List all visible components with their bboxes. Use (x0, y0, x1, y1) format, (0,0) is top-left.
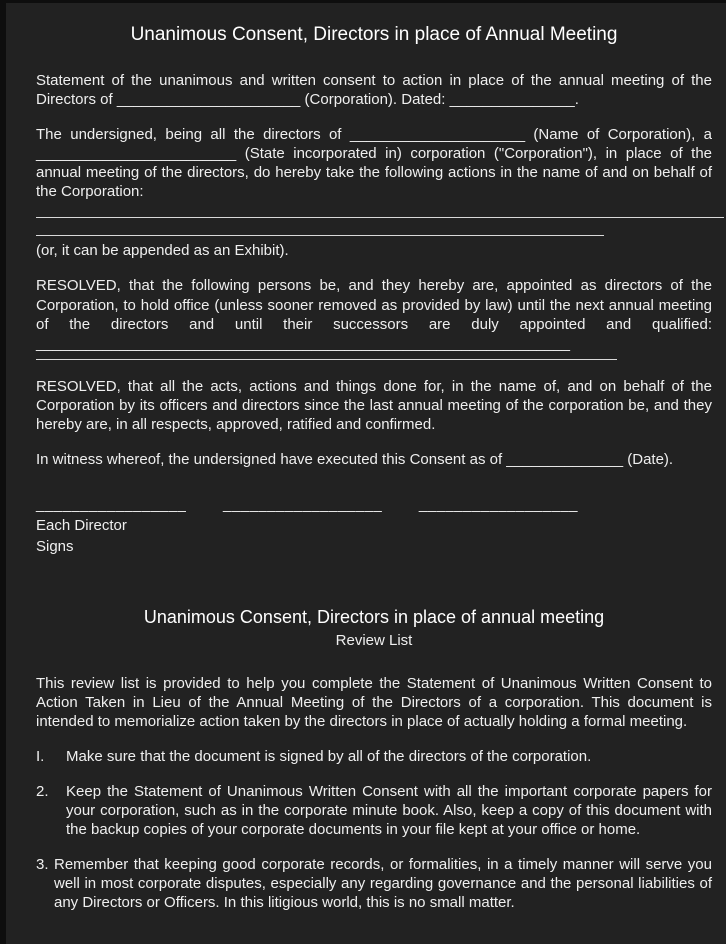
blank-line (36, 217, 724, 218)
paragraph-witness: In witness whereof, the undersigned have executed this Consent as of ______________ (Date). (36, 450, 674, 468)
list-item-text: Keep the Statement of Unanimous Written Consent with all the important corporate papers for your corporation, such as in the corporate minute book. Also, keep a copy of this document with the backup copies of your corporate documents in your file kept at your office or home. (66, 783, 712, 839)
signature-line: __________________ (418, 495, 579, 513)
list-item-text: Remember that keeping good corporate records, or formalities, in a timely manner will serve you well in most corporate disputes, especially any regarding governance and the personal liabilities of any Directors or Officers. In this litigious world, this is no small matter. (54, 856, 712, 912)
signature-row (36, 495, 712, 514)
signature-caption-line2: Signs (36, 537, 74, 555)
paragraph-statement-intro: Statement of the unanimous and written consent to action in place of the annual meeting of the Directors of ______________________ (Corporation). Dated: _______________. (36, 72, 712, 109)
blank-line (36, 235, 604, 236)
signature-line: _________________ (36, 495, 187, 513)
signature-caption-line1: Each Director (36, 516, 127, 534)
paragraph-undersigned: The undersigned, being all the directors of _____________________ (Name of Corporation), a ________________________ (State incorporated in) corporation ("Corporation"), in place of the annual meeting of the directors, do hereby take the following actions in the name of and on behalf of the Corporation: (36, 126, 712, 201)
review-title: Unanimous Consent, Directors in place of annual meeting (143, 606, 605, 627)
list-item-marker: I. (36, 748, 45, 766)
review-subtitle: Review List (335, 631, 413, 649)
signature-line: __________________ (223, 495, 383, 513)
resolved-directors-block (36, 276, 712, 359)
review-intro-paragraph: This review list is provided to help you complete the Statement of Unanimous Written Consent to Action Taken in Lieu of the Annual Meeting of the Directors of a corporation. This document is intended to memorialize action taken by the directors in place of actually holding a formal meeting. (36, 674, 712, 730)
list-item-text: Make sure that the document is signed by all of the directors of the corporation. (66, 748, 592, 766)
review-list-section (36, 606, 712, 912)
page-title: Unanimous Consent, Directors in place of Annual Meeting (130, 24, 618, 45)
blank-line (36, 359, 617, 360)
list-item-marker: 3. (36, 856, 49, 874)
paragraph-resolved-acts: RESOLVED, that all the acts, actions and things done for, in the name of, and on behalf of the Corporation by its officers and directors since the last annual meeting of the corporation be, and they hereby are, in all respects, approved, ratified and confirmed. (36, 377, 712, 433)
list-item (36, 747, 712, 766)
list-item (36, 782, 712, 839)
exhibit-note: (or, it can be appended as an Exhibit). (36, 242, 289, 260)
list-item (36, 855, 712, 912)
list-item-marker: 2. (36, 783, 49, 801)
paragraph-resolved-directors: RESOLVED, that the following persons be, and they hereby are, appointed as directors of the Corporation, to hold office (unless sooner removed as provided by law) until the next annual meeting of the directors and until their successors are duly appointed and qualified: ________________________________________________________________ (36, 277, 712, 352)
